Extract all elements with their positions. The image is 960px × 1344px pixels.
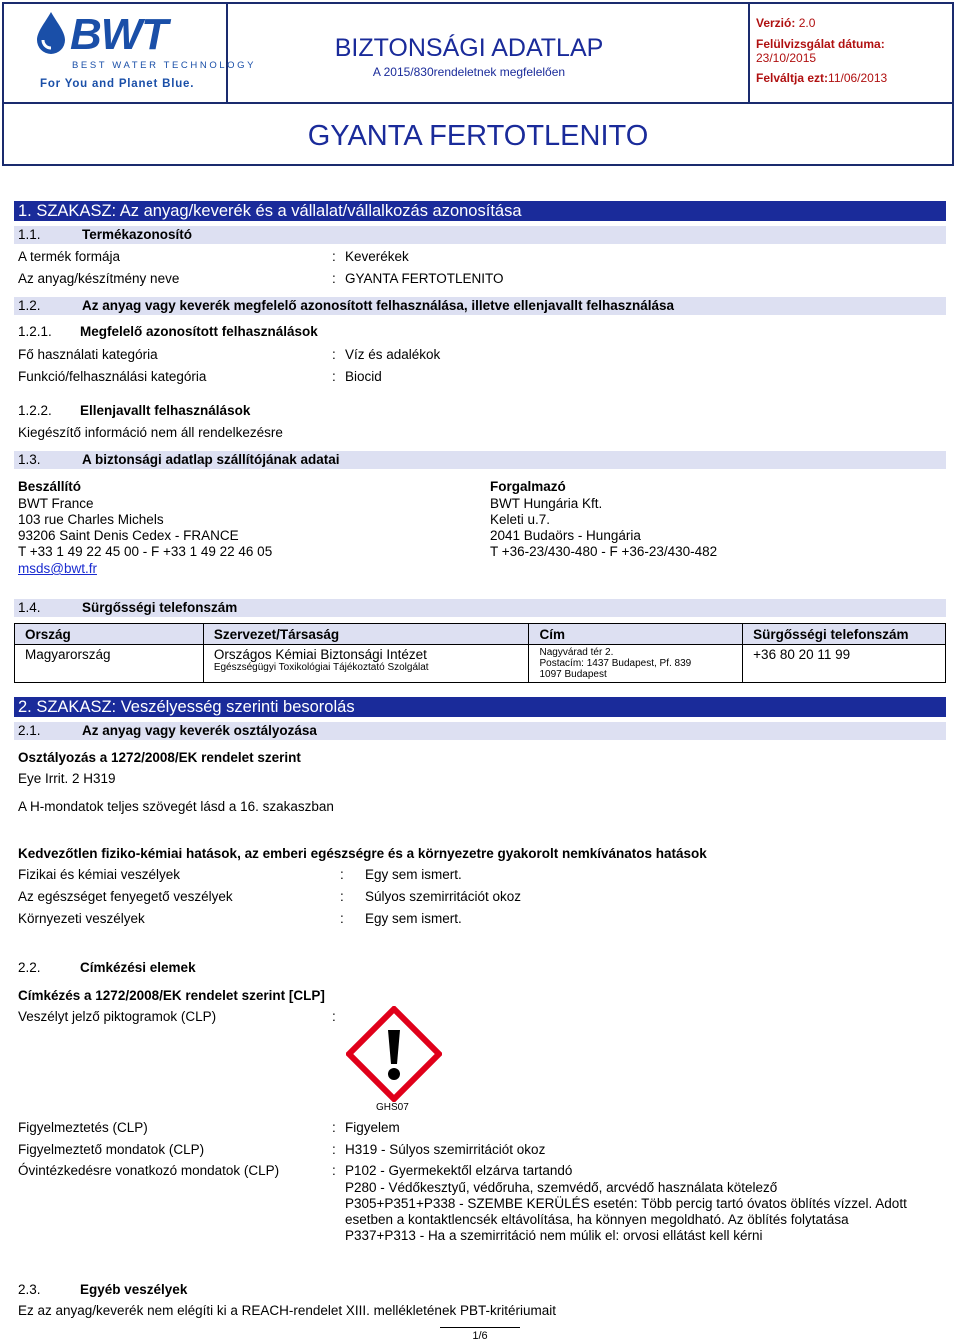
subsection-number: 2.3. (18, 1282, 41, 1297)
logo-tagline: For You and Planet Blue. (40, 78, 195, 90)
subsection-number: 2.1. (18, 723, 41, 738)
colon: : (332, 347, 336, 362)
section-1-bar: 1. SZAKASZ: Az anyag/keverék és a vállalat/vállalkozás azonosítása (14, 201, 946, 221)
supplier-line: BWT France (18, 496, 94, 511)
product-name-title: GYANTA FERTOTLENITO (307, 120, 649, 152)
water-drop-icon (34, 10, 68, 56)
logo-brand: BWT (70, 10, 168, 59)
version-line (756, 16, 815, 30)
subsection-2-2 (18, 960, 196, 975)
address-line: Postacím: 1437 Budapest, Pf. 839 (539, 658, 692, 669)
subsection-title: A biztonsági adatlap szállítójának adatai (82, 452, 340, 467)
product-form-label: A termék formája (18, 249, 121, 264)
product-name-value: GYANTA FERTOTLENITO (345, 271, 504, 286)
org-sub: Egészségügyi Toxikológiai Tájékoztató Szolgálat (213, 662, 429, 673)
colon: : (332, 249, 336, 264)
phys-label: Fizikai és kémiai veszélyek (18, 867, 181, 882)
colon: : (340, 867, 344, 882)
header-divider (748, 4, 750, 102)
table-row (15, 645, 946, 683)
subsection-title: Az anyag vagy keverék osztályozása (82, 723, 317, 738)
subsection-1-3 (14, 451, 946, 469)
supplier-heading: Beszállító (18, 479, 82, 494)
ghs07-exclamation-icon (346, 1006, 442, 1102)
table-cell-phone: +36 80 20 11 99 (743, 645, 946, 683)
subsection-title: Az anyag vagy keverék megfelelő azonosított felhasználása, illetve ellenjavallt felhasználása (82, 298, 675, 313)
s122-text: Kiegészítő információ nem áll rendelkezésre (18, 425, 283, 440)
subsection-number: 1.3. (18, 452, 41, 467)
section-2-bar: 2. SZAKASZ: Veszélyesség szerinti besorolás (14, 697, 946, 717)
pictogram-label: Veszélyt jelző piktogramok (CLP) (18, 1009, 217, 1024)
org-main: Országos Kémiai Biztonsági Intézet (213, 647, 427, 662)
precaution-line: esetben a kontaktlencsék eltávolítása, ha könnyen megoldható. Az öblítés folytatása (345, 1212, 849, 1227)
footer-divider (440, 1327, 520, 1328)
table-header: Szervezet/Társaság (203, 624, 529, 645)
colon: : (332, 369, 336, 384)
subsection-title: Ellenjavallt felhasználások (80, 403, 251, 418)
table-cell-country: Magyarország (15, 645, 204, 683)
subsection-1-1 (14, 226, 946, 244)
review-value: 23/10/2015 (756, 51, 817, 65)
subsection-title: Sürgősségi telefonszám (82, 600, 238, 615)
colon: : (340, 911, 344, 926)
pictogram-code: GHS07 (376, 1102, 409, 1113)
subsection-number: 1.2. (18, 298, 41, 313)
phys-value: Egy sem ismert. (365, 867, 462, 882)
logo-subtitle: BEST WATER TECHNOLOGY (72, 60, 257, 71)
subsection-1-2 (14, 297, 946, 315)
table-header: Sürgősségi telefonszám (743, 624, 946, 645)
subsection-number: 1.2.1. (18, 324, 52, 339)
subsection-1-2-2 (18, 403, 250, 418)
version-value: 2.0 (798, 16, 816, 30)
health-value: Súlyos szemirritációt okoz (365, 889, 522, 904)
precaution-line: P102 - Gyermekektől elzárva tartandó (345, 1163, 573, 1178)
subsection-number: 2.2. (18, 960, 41, 975)
emergency-phone-table (14, 623, 946, 683)
subsection-number: 1.4. (18, 600, 41, 615)
precaution-label: Óvintézkedésre vonatkozó mondatok (CLP) (18, 1163, 280, 1178)
table-header-row (15, 624, 946, 645)
precaution-line: P280 - Védőkesztyű, védőruha, szemvédő, arcvédő használata kötelező (345, 1180, 778, 1195)
main-use-label: Fő használati kategória (18, 347, 158, 362)
labelling-heading: Címkézés a 1272/2008/EK rendelet szerint [CLP] (18, 988, 325, 1003)
other-hazards-text: Ez az anyag/keverék nem elégíti ki a REACH-rendelet XIII. mellékletének PBT-kritériumait (18, 1303, 556, 1318)
precaution-line: P305+P351+P338 - SZEMBE KERÜLÉS esetén: Több percig tartó óvatos öblítés vízzel. Adott (345, 1196, 907, 1211)
address-line: 1097 Budapest (539, 669, 607, 680)
colon: : (332, 271, 336, 286)
doc-subtitle: A 2015/830rendeletnek megfelelően (372, 65, 566, 79)
subsection-2-3 (18, 1282, 187, 1297)
replaces-line (756, 71, 887, 85)
table-header: Ország (15, 624, 204, 645)
main-use-value: Víz és adalékok (345, 347, 441, 362)
version-label: Verzió: (756, 16, 796, 30)
distributor-line: Keleti u.7. (490, 512, 551, 527)
supplier-email-link[interactable]: msds@bwt.fr (18, 561, 97, 576)
subsection-2-1 (14, 722, 946, 740)
supplier-line: 103 rue Charles Michels (18, 512, 164, 527)
address-line: Nagyvárad tér 2. (539, 647, 614, 658)
hazard-statement-label: Figyelmeztető mondatok (CLP) (18, 1142, 205, 1157)
header-divider (4, 102, 952, 104)
env-label: Környezeti veszélyek (18, 911, 145, 926)
colon: : (332, 1120, 336, 1135)
subsection-title: Megfelelő azonosított felhasználások (80, 324, 318, 339)
supplier-line: T +33 1 49 22 45 00 - F +33 1 49 22 46 05 (18, 544, 273, 559)
signal-word-value: Figyelem (345, 1120, 400, 1135)
colon: : (332, 1009, 336, 1024)
replaces-label: Felváltja ezt: (756, 71, 829, 85)
hazard-statement-value: H319 - Súlyos szemirritációt okoz (345, 1142, 546, 1157)
subsection-number: 1.2.2. (18, 403, 52, 418)
health-label: Az egészséget fenyegető veszélyek (18, 889, 233, 904)
table-cell-organization (203, 645, 529, 683)
distributor-heading: Forgalmazó (490, 479, 566, 494)
supplier-line: 93206 Saint Denis Cedex - FRANCE (18, 528, 239, 543)
func-use-label: Funkció/felhasználási kategória (18, 369, 207, 384)
env-value: Egy sem ismert. (365, 911, 462, 926)
adverse-effects-heading: Kedvezőtlen fiziko-kémiai hatások, az emberi egészségre és a környezetre gyakorolt nemkívánatos hatások (18, 846, 707, 861)
subsection-title: Egyéb veszélyek (80, 1282, 188, 1297)
colon: : (332, 1142, 336, 1157)
doc-title: BIZTONSÁGI ADATLAP (334, 34, 604, 62)
h-statement-note: A H-mondatok teljes szövegét lásd a 16. szakaszban (18, 799, 334, 814)
review-label: Felülvizsgálat dátuma: (756, 37, 885, 51)
subsection-title: Termékazonosító (82, 227, 193, 242)
subsection-1-2-1 (18, 324, 318, 339)
func-use-value: Biocid (345, 369, 382, 384)
bwt-logo (34, 10, 257, 98)
subsection-title: Címkézési elemek (80, 960, 196, 975)
distributor-line: 2041 Budaörs - Hungária (490, 528, 641, 543)
subsection-number: 1.1. (18, 227, 41, 242)
distributor-line: T +36-23/430-480 - F +36-23/430-482 (490, 544, 718, 559)
signal-word-label: Figyelmeztetés (CLP) (18, 1120, 148, 1135)
table-header: Cím (529, 624, 743, 645)
header-divider (226, 4, 228, 102)
colon: : (340, 889, 344, 904)
precaution-line: P337+P313 - Ha a szemirritáció nem múlik el: orvosi ellátást kell kérni (345, 1228, 763, 1243)
product-form-value: Keverékek (345, 249, 409, 264)
table-cell-address (529, 645, 743, 683)
colon: : (332, 1163, 336, 1178)
product-name-label: Az anyag/készítmény neve (18, 271, 180, 286)
document-header (2, 2, 954, 166)
classification-value: Eye Irrit. 2 H319 (18, 771, 116, 786)
classification-heading: Osztályozás a 1272/2008/EK rendelet szerint (18, 750, 301, 765)
page-number: 1/6 (472, 1330, 488, 1342)
subsection-1-4 (14, 599, 946, 617)
distributor-line: BWT Hungária Kft. (490, 496, 603, 511)
replaces-value: 11/06/2013 (828, 71, 888, 85)
